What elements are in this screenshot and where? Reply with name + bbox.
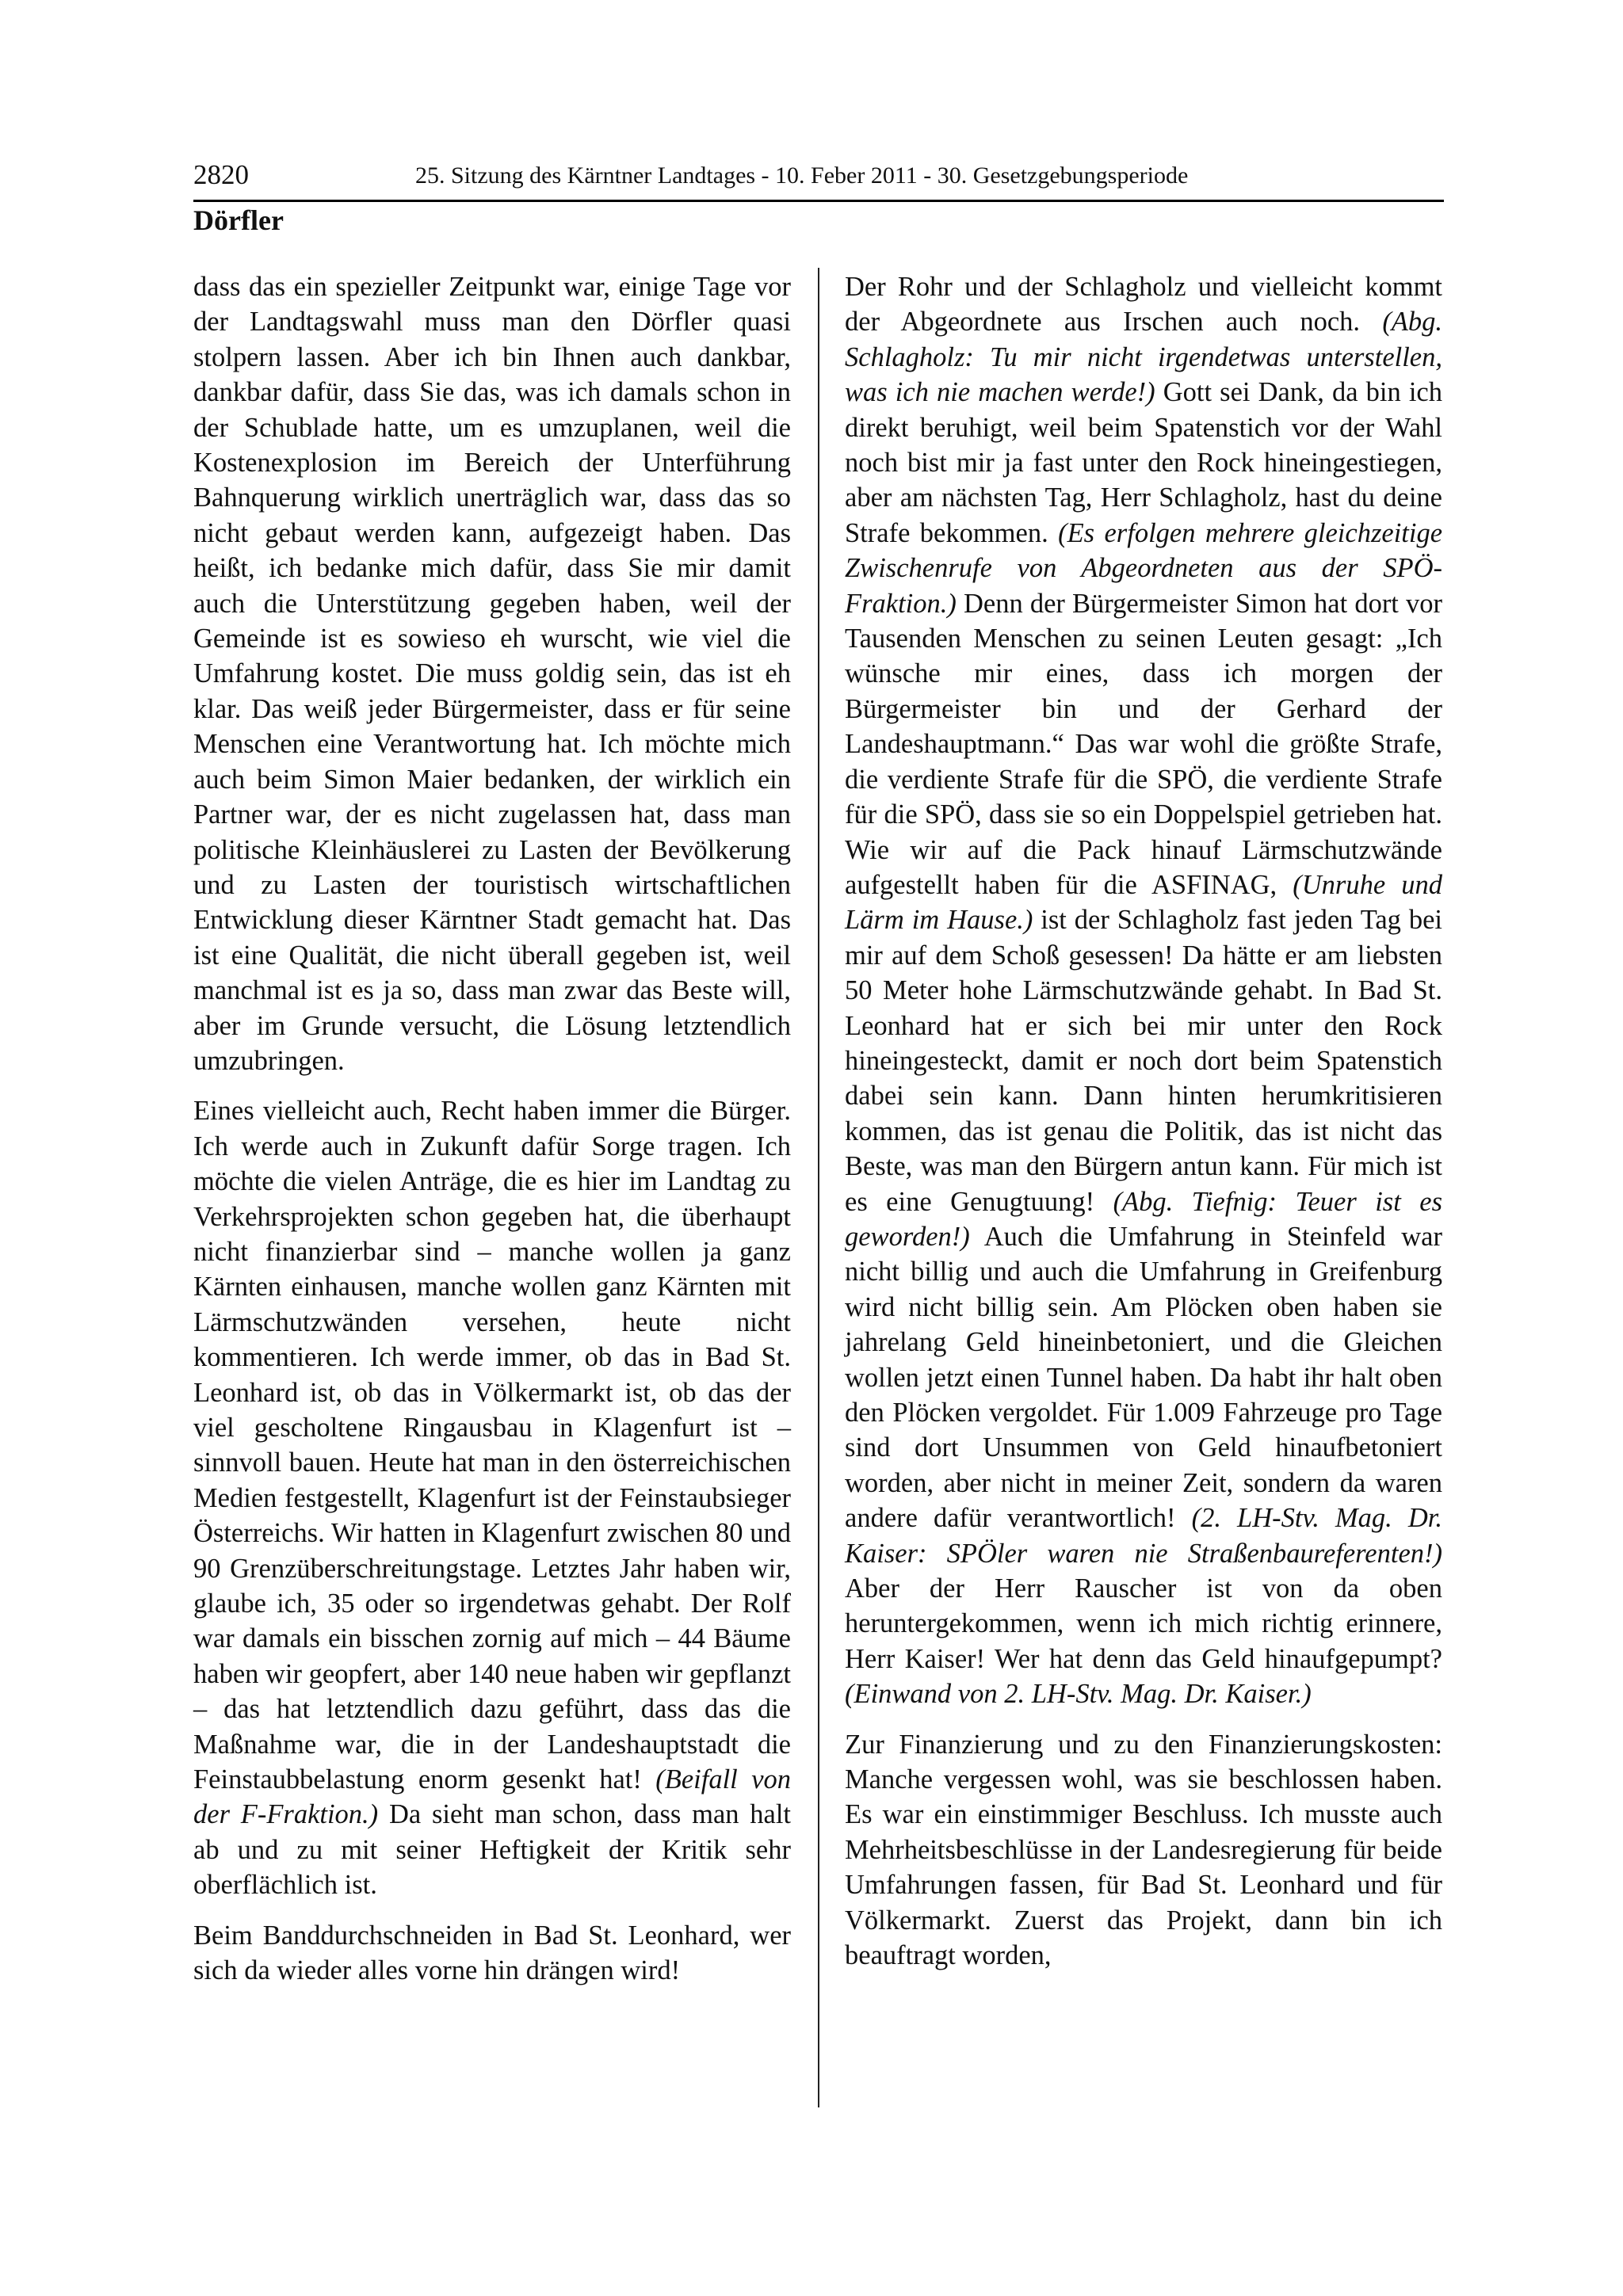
interjection: (Abg. Tiefnig: Teuer ist es geworden!) [845, 1186, 1442, 1252]
page-number: 2820 [193, 159, 249, 190]
speech-text: Aber der Herr Rauscher ist von da oben heruntergekommen, wenn ich mich richtig erinnere, Herr Kaiser! Wer hat denn das Geld hinaufgepumpt? [845, 1573, 1442, 1674]
interjection: (Abg. Schlagholz: Tu mir nicht irgendetwas unterstellen, was ich nie machen werde!) [845, 307, 1443, 408]
speech-text: Da sieht man schon, dass man halt ab und zu mit seiner Heftigkeit der Kritik sehr oberflächlich ist. [193, 1799, 792, 1901]
column-divider [818, 268, 819, 2107]
speech-text: dass das ein spezieller Zeitpunkt war, einige Tage vor der Landtagswahl muss man den Dörfler quasi stolpern lassen. Aber ich bin Ihnen auch dankbar, dankbar dafür, dass Sie das, was ich damals schon in der Schublade hatte, um es umzuplanen, weil die Kostenexplosion im Bereich der Unterführung Bahnquerung wirklich unerträglich war, dass das so nicht gebaut werden kann, aufgezeigt haben. Das heißt, ich bedanke mich dafür, dass Sie mir damit auch die Unterstützung gegeben haben, weil der Gemeinde ist es sowieso eh wurscht, wie viel die Umfahrung kostet. Die muss goldig sein, das ist eh klar. Das weiß jeder Bürgermeister, dass er für seine Menschen eine Verantwortung hat. Ich möchte mich auch beim Simon Maier bedanken, der wirklich ein Partner war, der es nicht zugelassen hat, dass man politische Kleinhäuslerei zu Lasten der Bevölkerung und zu Lasten der touristisch wirtschaftlichen Entwicklung dieser Kärntner Stadt gemacht hat. Das ist eine Qualität, die nicht überall gegeben ist, weil manchmal ist es ja so, dass man zwar das Beste will, aber im Grunde versucht, die Lösung letztendlich umzubringen. [193, 272, 791, 1076]
interjection: (2. LH-Stv. Mag. Dr. Kaiser: SPÖler waren nie Straßenbaureferenten!) [845, 1503, 1442, 1569]
speech-text: Der Rohr und der Schlagholz und vielleicht kommt der Abgeordnete aus Irschen auch noch. [845, 272, 1442, 338]
speech-text: Eines vielleicht auch, Recht haben immer die Bürger. Ich werde auch in Zukunft dafür Sorge tragen. Ich möchte die vielen Anträge, die es hier im Landtag zu Verkehrsprojekten schon gegeben hat, die überhaupt nicht finanzierbar sind – manche wollen ja ganz Kärnten einhausen, manche wollen ganz Kärnten mit Lärmschutzwänden versehen, heute nicht kommentieren. Ich werde immer, ob das in Bad St. Leonhard ist, ob das in Völkermarkt ist, ob das der viel gescholtene Ringausbau in Klagenfurt ist – sinnvoll bauen. Heute hat man in den österreichischen Medien festgestellt, Klagenfurt ist der Feinstaubsieger Österreichs. Wir hatten in Klagenfurt zwischen 80 und 90 Grenzüberschreitungstage. Letztes Jahr haben wir, glaube ich, 35 oder so irgendetwas gehabt. Der Rolf war damals ein bisschen zornig auf mich – 44 Bäume haben wir geopfert, aber 140 neue haben wir gepflanzt – das hat letztendlich dazu geführt, dass das die Maßnahme war, die in der Landeshauptstadt die Feinstaubbelastung enorm gesenkt hat! [193, 1096, 791, 1795]
speech-text: ist der Schlagholz fast jeden Tag bei mir auf dem Schoß gesessen! Da hätte er am liebsten 50 Meter hohe Lärmschutzwände gehabt. In Bad St. Leonhard hat er sich bei mir unter den Rock hineingesteckt, damit er noch dort beim Spatenstich dabei sein kann. Dann hinten herumkritisieren kommen, das ist genau die Politik, das ist nicht das Beste, was man den Bürgern antun kann. Für mich ist es eine Genugtuung! [845, 905, 1442, 1217]
interjection: (Unruhe und Lärm im Hause.) [845, 869, 1442, 936]
speech-text: Denn der Bürgermeister Simon hat dort vor Tausenden Menschen zu seinen Leuten gesagt: „Ich wünsche mir eines, dass ich morgen der Bürgermeister bin und der Gerhard der Landeshauptmann.“ Das war wohl die größte Strafe, die verdiente Strafe für die SPÖ, die verdiente Strafe für die SPÖ, dass sie so ein Doppelspiel getrieben hat. Wie wir auf die Pack hinauf Lärmschutzwände aufgestellt haben für die ASFINAG, [845, 588, 1443, 900]
left-column [193, 269, 791, 2004]
session-title: 25. Sitzung des Kärntner Landtages - 10. Feber 2011 - 30. Gesetzgebungsperiode [415, 162, 1189, 189]
right-column [845, 269, 1442, 1989]
paragraph [193, 1918, 791, 1989]
paragraph [193, 1093, 791, 1902]
paragraph [193, 269, 791, 1078]
interjection: (Beifall von der F-Fraktion.) [193, 1764, 792, 1830]
interjection: (Einwand von 2. LH-Stv. Mag. Dr. Kaiser.) [845, 1679, 1312, 1710]
paragraph [845, 1727, 1442, 1974]
paragraph [845, 269, 1442, 1712]
speech-text: Zur Finanzierung und zu den Finanzierungskosten: Manche vergessen wohl, was sie beschlossen haben. Es war ein einstimmiger Beschluss. Ich musste auch Mehrheitsbeschlüsse in der Landesregierung für beide Umfahrungen fassen, für Bad St. Leonhard und für Völkermarkt. Zuerst das Projekt, dann bin ich beauftragt worden, [845, 1729, 1442, 1971]
page-header [193, 155, 1444, 202]
speech-text: Auch die Umfahrung in Steinfeld war nicht billig und auch die Umfahrung in Greifenburg wird nicht billig sein. Am Plöcken oben haben sie jahrelang Geld hineinbetoniert, und die Gleichen wollen jetzt einen Tunnel haben. Da habt ihr halt oben den Plöcken vergoldet. Für 1.009 Fahrzeuge pro Tage sind dort Unsummen von Geld hinaufbetoniert worden, aber nicht in meiner Zeit, sondern da waren andere dafür verantwortlich! [845, 1221, 1442, 1534]
speech-text: Beim Banddurchschneiden in Bad St. Leonhard, wer sich da wieder alles vorne hin drängen wird! [193, 1920, 791, 1986]
speech-text: Gott sei Dank, da bin ich direkt beruhigt, weil beim Spatenstich vor der Wahl noch bist mir ja fast unter den Rock hineingestiegen, aber am nächsten Tag, Herr Schlagholz, hast du deine Strafe bekommen. [845, 377, 1442, 548]
speaker-name: Dörfler [193, 204, 284, 236]
interjection: (Es erfolgen mehrere gleichzeitige Zwischenrufe von Abgeordneten aus der SPÖ-Fraktion.) [845, 517, 1443, 619]
